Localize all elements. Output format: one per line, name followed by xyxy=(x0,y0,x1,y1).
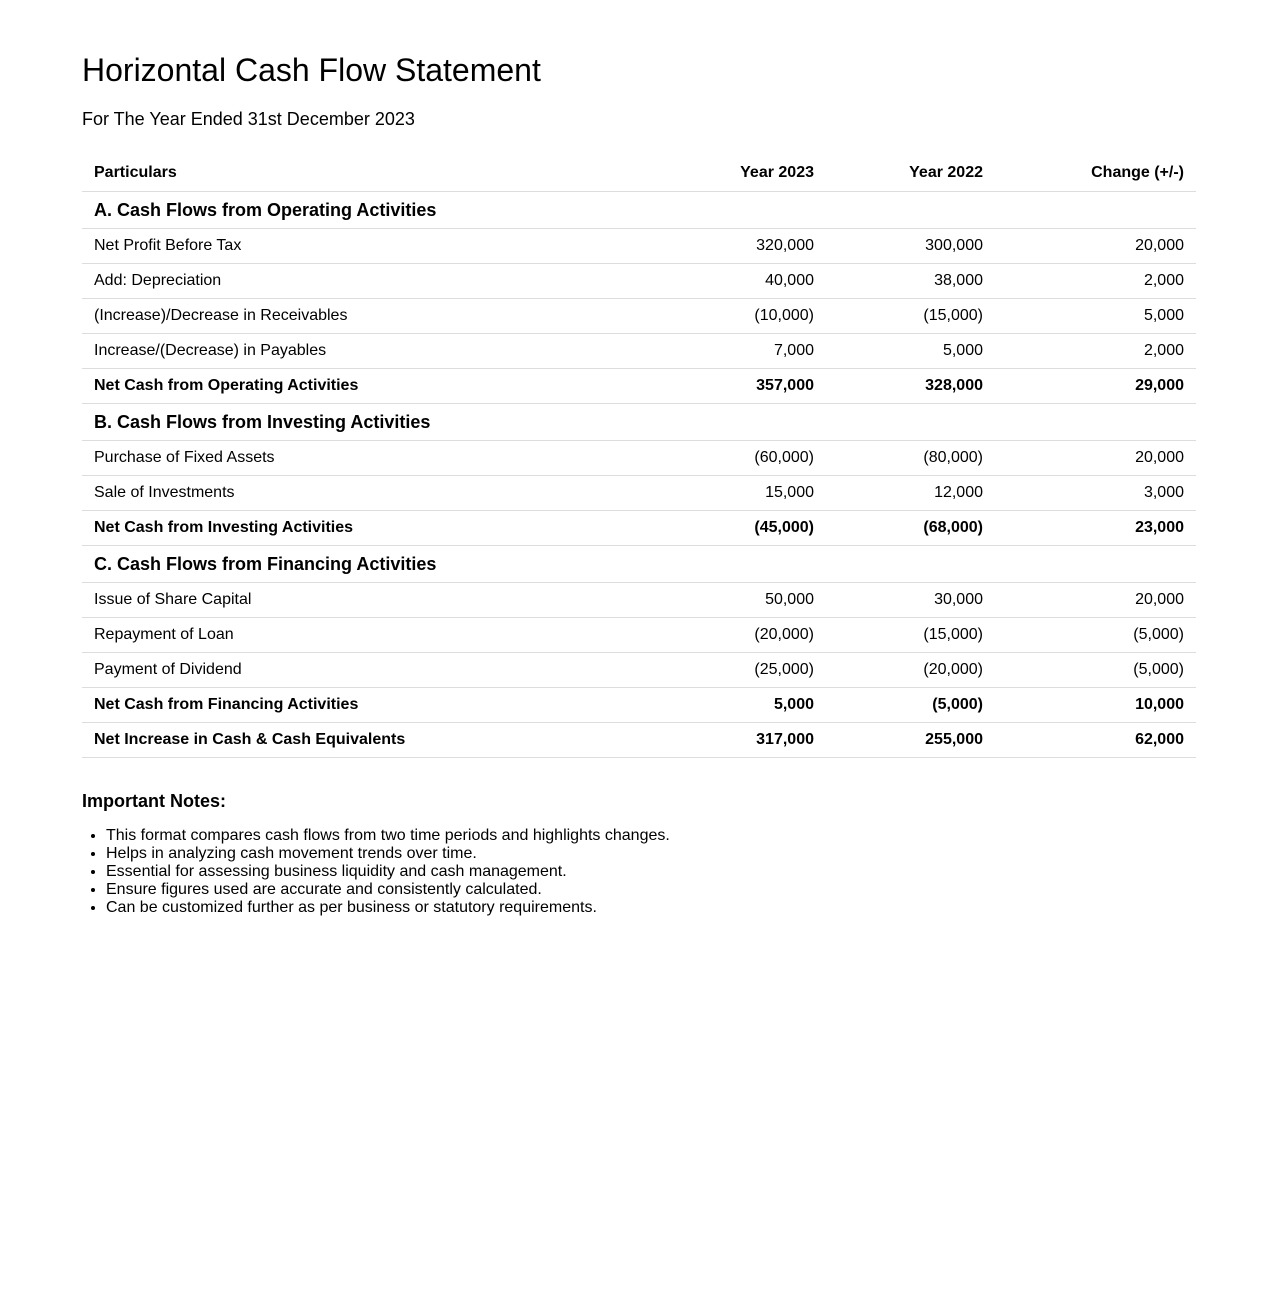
row-value-change: 2,000 xyxy=(995,334,1196,369)
total-label: Net Cash from Financing Activities xyxy=(82,688,657,723)
page-title: Horizontal Cash Flow Statement xyxy=(82,52,541,88)
section-heading-financing xyxy=(82,546,1196,583)
row-value-2022: 38,000 xyxy=(826,264,995,299)
row-value-2022: 12,000 xyxy=(826,476,995,511)
notes-list xyxy=(82,827,1196,917)
row-value-2022: 300,000 xyxy=(826,229,995,264)
row-value-2023: 320,000 xyxy=(657,229,826,264)
section-heading-operating xyxy=(82,192,1196,229)
row-label: Repayment of Loan xyxy=(82,618,657,653)
row-value-2023: (10,000) xyxy=(657,299,826,334)
total-value-2023: 5,000 xyxy=(657,688,826,723)
total-value-2023: (45,000) xyxy=(657,511,826,546)
row-label: Sale of Investments xyxy=(82,476,657,511)
total-value-change: 29,000 xyxy=(995,369,1196,404)
section-heading-label: A. Cash Flows from Operating Activities xyxy=(82,192,1196,229)
notes-title: Important Notes: xyxy=(82,791,226,811)
grand-total-value-2023: 317,000 xyxy=(657,723,826,758)
row-label: Increase/(Decrease) in Payables xyxy=(82,334,657,369)
list-item: • This format compares cash flows from two time periods and highlights changes. xyxy=(106,827,1196,845)
grand-total-value-2022: 255,000 xyxy=(826,723,995,758)
table-header-row xyxy=(82,153,1196,192)
row-label: (Increase)/Decrease in Receivables xyxy=(82,299,657,334)
row-value-change: 2,000 xyxy=(995,264,1196,299)
cash-flow-table xyxy=(82,153,1196,758)
header-particulars: Particulars xyxy=(82,153,657,192)
row-value-2022: 30,000 xyxy=(826,583,995,618)
table-row xyxy=(82,441,1196,476)
total-value-change: 10,000 xyxy=(995,688,1196,723)
list-item: • Essential for assessing business liquidity and cash management. xyxy=(106,863,1196,881)
row-value-change: 5,000 xyxy=(995,299,1196,334)
row-label: Payment of Dividend xyxy=(82,653,657,688)
table-row xyxy=(82,264,1196,299)
row-value-2023: 50,000 xyxy=(657,583,826,618)
row-value-2022: 5,000 xyxy=(826,334,995,369)
header-year-2023: Year 2023 xyxy=(657,153,826,192)
row-value-change: (5,000) xyxy=(995,653,1196,688)
header-year-2022: Year 2022 xyxy=(826,153,995,192)
row-value-2023: 7,000 xyxy=(657,334,826,369)
row-value-2023: (25,000) xyxy=(657,653,826,688)
row-value-2023: 15,000 xyxy=(657,476,826,511)
page-subtitle: For The Year Ended 31st December 2023 xyxy=(82,109,415,129)
row-label: Net Profit Before Tax xyxy=(82,229,657,264)
section-heading-label: B. Cash Flows from Investing Activities xyxy=(82,404,1196,441)
table-row xyxy=(82,229,1196,264)
section-heading-label: C. Cash Flows from Financing Activities xyxy=(82,546,1196,583)
table-row xyxy=(82,653,1196,688)
row-value-2022: (15,000) xyxy=(826,299,995,334)
table-row xyxy=(82,476,1196,511)
list-item: • Helps in analyzing cash movement trends over time. xyxy=(106,845,1196,863)
table-row xyxy=(82,334,1196,369)
total-value-2022: (68,000) xyxy=(826,511,995,546)
grand-total-row xyxy=(82,723,1196,758)
row-label: Add: Depreciation xyxy=(82,264,657,299)
table-row xyxy=(82,583,1196,618)
row-value-change: 3,000 xyxy=(995,476,1196,511)
row-value-2023: (60,000) xyxy=(657,441,826,476)
row-value-2023: 40,000 xyxy=(657,264,826,299)
row-value-2022: (15,000) xyxy=(826,618,995,653)
row-value-2022: (80,000) xyxy=(826,441,995,476)
list-item: • Can be customized further as per business or statutory requirements. xyxy=(106,899,1196,917)
total-value-2022: 328,000 xyxy=(826,369,995,404)
grand-total-value-change: 62,000 xyxy=(995,723,1196,758)
row-value-2023: (20,000) xyxy=(657,618,826,653)
grand-total-label: Net Increase in Cash & Cash Equivalents xyxy=(82,723,657,758)
total-label: Net Cash from Operating Activities xyxy=(82,369,657,404)
total-row-operating xyxy=(82,369,1196,404)
row-value-2022: (20,000) xyxy=(826,653,995,688)
row-label: Issue of Share Capital xyxy=(82,583,657,618)
total-row-investing xyxy=(82,511,1196,546)
total-value-change: 23,000 xyxy=(995,511,1196,546)
section-heading-investing xyxy=(82,404,1196,441)
list-item: • Ensure figures used are accurate and consistently calculated. xyxy=(106,881,1196,899)
row-label: Purchase of Fixed Assets xyxy=(82,441,657,476)
total-label: Net Cash from Investing Activities xyxy=(82,511,657,546)
table-row xyxy=(82,618,1196,653)
row-value-change: 20,000 xyxy=(995,583,1196,618)
table-row xyxy=(82,299,1196,334)
row-value-change: 20,000 xyxy=(995,229,1196,264)
total-value-2022: (5,000) xyxy=(826,688,995,723)
total-row-financing xyxy=(82,688,1196,723)
row-value-change: 20,000 xyxy=(995,441,1196,476)
header-change: Change (+/-) xyxy=(995,153,1196,192)
total-value-2023: 357,000 xyxy=(657,369,826,404)
row-value-change: (5,000) xyxy=(995,618,1196,653)
